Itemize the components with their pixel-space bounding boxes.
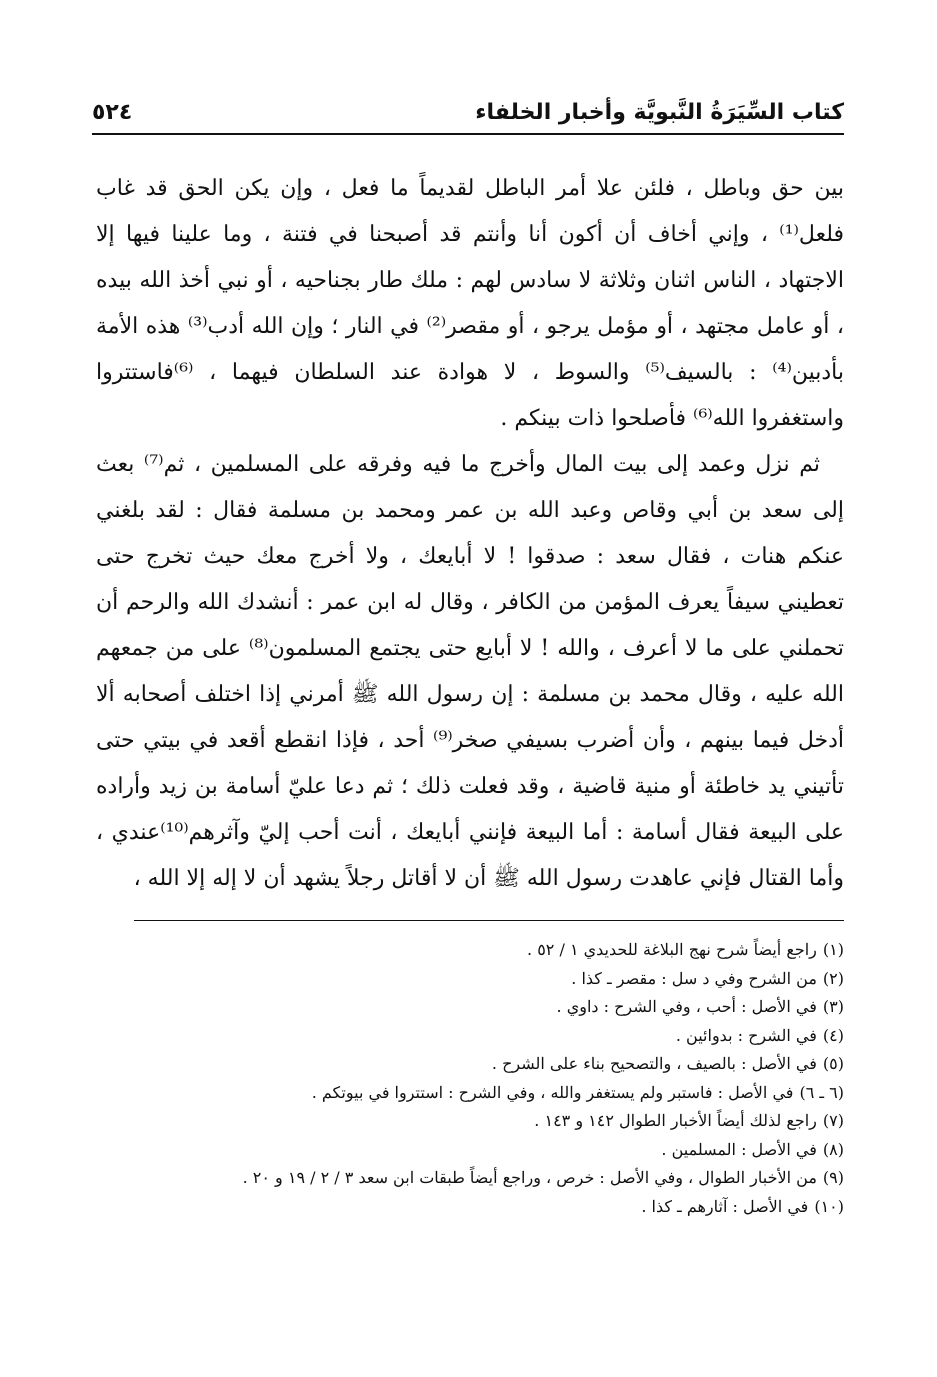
footnote-number: (٩) [822,1168,844,1187]
footnote-number: (٨) [822,1139,844,1159]
paragraph: ثم نزل وعمد إلى بيت المال وأخرج ما فيه وفرقه على المسلمين ، ثم⁽⁷⁾ بعث إلى سعد بن أبي وقاص وعبد الله بن عمر ومحمد بن مسلمة فقال : لقد بلغني عنكم هنات ، فقال سعد : صدقوا ! لا أبايعك ، ولا أخرج معك حيث تخرج حتى تعطيني سيفاً يعرف المؤمن من الكافر ، وقال له ابن عمر : أنشدك الله والرحم أن تحملني على ما لا أعرف ، والله ! لا أبايع حتى يجتمع المسلمون⁽⁸⁾ على من جمعهم الله عليه ، وقال محمد بن مسلمة : إن رسول الله ﷺ أمرني إذا اختلف أصحابه ألا أدخل فيما بينهم ، وأن أضرب بسيفي صخر⁽⁹⁾ أحد ، فإذا انقطع أقعد في بيتي حتى تأتيني يد خاطئة أو منية قاضية ، وقد فعلت ذلك ؛ ثم دعا عليّ أسامة بن زيد وأراده على البيعة فقال أسامة : أما البيعة فإنني أبايعك ، أنت أحب إليّ وآثرهم⁽¹⁰⁾عندي ، وأما القتال فإني عاهدت رسول الله ﷺ أن لا أقاتل رجلاً يشهد أن لا إله إلا الله ، [96,452,845,891]
footnote-number: (١) [822,940,844,959]
footnote-text: من الشرح وفي د سل : مقصر ـ كذا . [571,968,817,988]
footnote-number: (٣) [822,997,844,1016]
footnote-text: في الأصل : أحب ، وفي الشرح : داوي . [556,997,817,1016]
footnote [134,1079,844,1108]
footnote [134,965,844,994]
footnote [134,1107,844,1136]
footnote-number: (١٠) [814,1196,844,1216]
footnote-text: في الشرح : بدوائين . [675,1025,817,1045]
footnote-text: في الأصل : فاستبر ولم يستغفر والله ، وفي الشرح : استتروا في بيوتكم . [311,1082,794,1102]
footnote [134,1022,844,1051]
footnote [134,1050,844,1079]
footnote-text: راجع لذلك أيضاً الأخبار الطوال ١٤٢ و ١٤٣ . [534,1111,817,1130]
footnote-rule [134,920,844,921]
footnote-text: راجع أيضاً شرح نهج البلاغة للحديدي ١ / ٥٢ . [527,940,817,959]
footnote-number: (٤) [822,1025,844,1045]
book-title: كتاب السِّيَرَةُ النَّبويَّة وأخبار الخلفاء [475,99,844,125]
footnote [134,1193,844,1222]
footnote [134,1136,844,1165]
footnotes [134,936,844,1221]
footnote-number: (٢) [822,968,844,988]
footnote-number: (٥) [822,1054,844,1073]
footnote-number: (٧) [822,1111,844,1130]
header-rule [92,133,844,135]
footnote-text: في الأصل : بالصيف ، والتصحيح بناء على الشرح . [491,1054,817,1073]
paragraph: بين حق وباطل ، فلئن علا أمر الباطل لقديماً ما فعل ، وإن يكن الحق قد غاب فلعل⁽¹⁾ ، وإني أخاف أن أكون أنا وأنتم قد أصبحنا في فتنة ، وما علينا فيها إلا الاجتهاد ، الناس اثنان وثلاثة لا سادس لهم : ملك طار بجناحيه ، أو نبي أخذ الله بيده ، أو عامل مجتهد ، أو مؤمل يرجو ، أو مقصر⁽²⁾ في النار ؛ وإن الله أدب⁽³⁾ هذه الأمة بأدبين⁽⁴⁾ : بالسيف⁽⁵⁾ والسوط ، لا هوادة عند السلطان فيهما ، ⁽⁶⁾فاستتروا واستغفروا الله⁽⁶⁾ فأصلحوا ذات بينكم . [96,176,844,431]
footnote [134,1164,844,1193]
footnote [134,993,844,1022]
footnote-text: في الأصل : المسلمين . [661,1139,817,1159]
footnote-text: في الأصل : آثارهم ـ كذا . [641,1196,809,1216]
main-text [96,166,844,902]
running-header [92,92,844,132]
footnote-text: من الأخبار الطوال ، وفي الأصل : خرص ، وراجع أيضاً طبقات ابن سعد ٣ / ٢ / ١٩ و ٢٠ . [242,1168,817,1187]
footnote-number: (٦ ـ ٦) [799,1082,844,1102]
page-number: ٥٢٤ [92,99,133,125]
footnote [134,936,844,965]
